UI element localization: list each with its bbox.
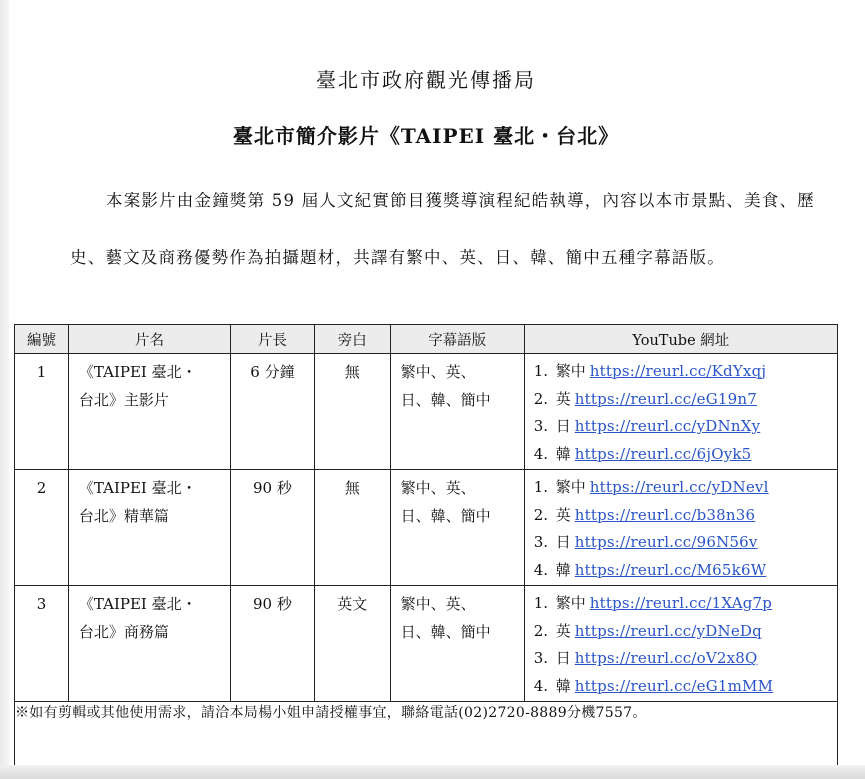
youtube-link[interactable]: https://reurl.cc/6jOyk5 [574,445,752,464]
header-number: 編號 [15,325,69,354]
youtube-link[interactable]: https://reurl.cc/96N56v [574,533,758,552]
link-item: 4. 韓 https://reurl.cc/eG1mMM [533,677,774,696]
header-length: 片長 [230,325,314,354]
link-item: 4. 韓 https://reurl.cc/6jOyk5 [533,445,752,464]
agency-name: 臺北市政府觀光傳播局 [316,68,536,92]
youtube-link[interactable]: https://reurl.cc/M65k6W [574,561,767,580]
row-subtitles: 繁中、英、 日、韓、簡中 [390,354,524,470]
link-item: 2. 英 https://reurl.cc/yDNeDq [533,621,762,640]
youtube-link[interactable]: https://reurl.cc/yDNevl [589,478,769,496]
footnote: ※如有剪輯或其他使用需求，請洽本局楊小姐申請授權事宜，聯絡電話(02)2720-8889分機7557。 [15,702,838,767]
row-narration: 無 [314,354,390,470]
row-links [524,586,837,702]
link-item: 3. 日 https://reurl.cc/oV2x8Q [533,649,758,668]
row-subtitles: 繁中、英、 日、韓、簡中 [390,586,524,702]
header-narration: 旁白 [314,325,390,354]
header-youtube-url: YouTube 網址 [524,325,837,354]
header-title: 片名 [68,325,230,354]
link-item: 1. 繁中 https://reurl.cc/yDNevl [533,478,769,496]
row-number: 3 [15,586,69,702]
table-row [15,354,838,470]
youtube-link[interactable]: https://reurl.cc/eG19n7 [574,389,757,408]
link-item: 3. 日 https://reurl.cc/96N56v [533,533,758,552]
link-item: 2. 英 https://reurl.cc/b38n36 [533,505,756,524]
youtube-link[interactable]: https://reurl.cc/1XAg7p [589,594,773,612]
row-length: 6 分鐘 [230,354,314,470]
footnote-row [15,702,838,767]
youtube-link[interactable]: https://reurl.cc/b38n36 [574,505,756,524]
row-narration: 英文 [314,586,390,702]
link-item: 1. 繁中 https://reurl.cc/1XAg7p [533,594,773,612]
document-title: 臺北市簡介影片《TAIPEI 臺北・台北》 [232,124,620,148]
link-item: 3. 日 https://reurl.cc/yDNnXy [533,417,761,436]
row-length: 90 秒 [230,470,314,586]
row-links [524,354,837,470]
row-number: 1 [15,354,69,470]
link-item: 2. 英 https://reurl.cc/eG19n7 [533,389,757,408]
youtube-link[interactable]: https://reurl.cc/eG1mMM [574,677,774,696]
video-table [14,324,838,767]
youtube-link[interactable]: https://reurl.cc/yDNnXy [574,417,761,436]
table-row [15,470,838,586]
row-links [524,470,837,586]
youtube-link[interactable]: https://reurl.cc/yDNeDq [574,621,762,640]
row-title: 《TAIPEI 臺北・ 台北》商務篇 [68,586,230,702]
row-title: 《TAIPEI 臺北・ 台北》精華篇 [68,470,230,586]
link-item: 1. 繁中 https://reurl.cc/KdYxqj [533,362,767,380]
row-length: 90 秒 [230,586,314,702]
row-title: 《TAIPEI 臺北・ 台北》主影片 [68,354,230,470]
header-subtitles: 字幕語版 [390,325,524,354]
row-number: 2 [15,470,69,586]
table-header-row [15,325,838,354]
table-row [15,586,838,702]
youtube-link[interactable]: https://reurl.cc/oV2x8Q [574,649,758,668]
viewer-bottom-edge [0,765,865,779]
intro-paragraph: 本案影片由金鐘獎第 59 屆人文紀實節目獲獎導演程紀皓執導，內容以本市景點、美食、歷史、藝文及商務優勢作為拍攝題材，共譯有繁中、英、日、韓、簡中五種字幕語版。 [70,191,815,267]
youtube-link[interactable]: https://reurl.cc/KdYxqj [589,362,767,380]
link-item: 4. 韓 https://reurl.cc/M65k6W [533,561,767,580]
row-subtitles: 繁中、英、 日、韓、簡中 [390,470,524,586]
row-narration: 無 [314,470,390,586]
